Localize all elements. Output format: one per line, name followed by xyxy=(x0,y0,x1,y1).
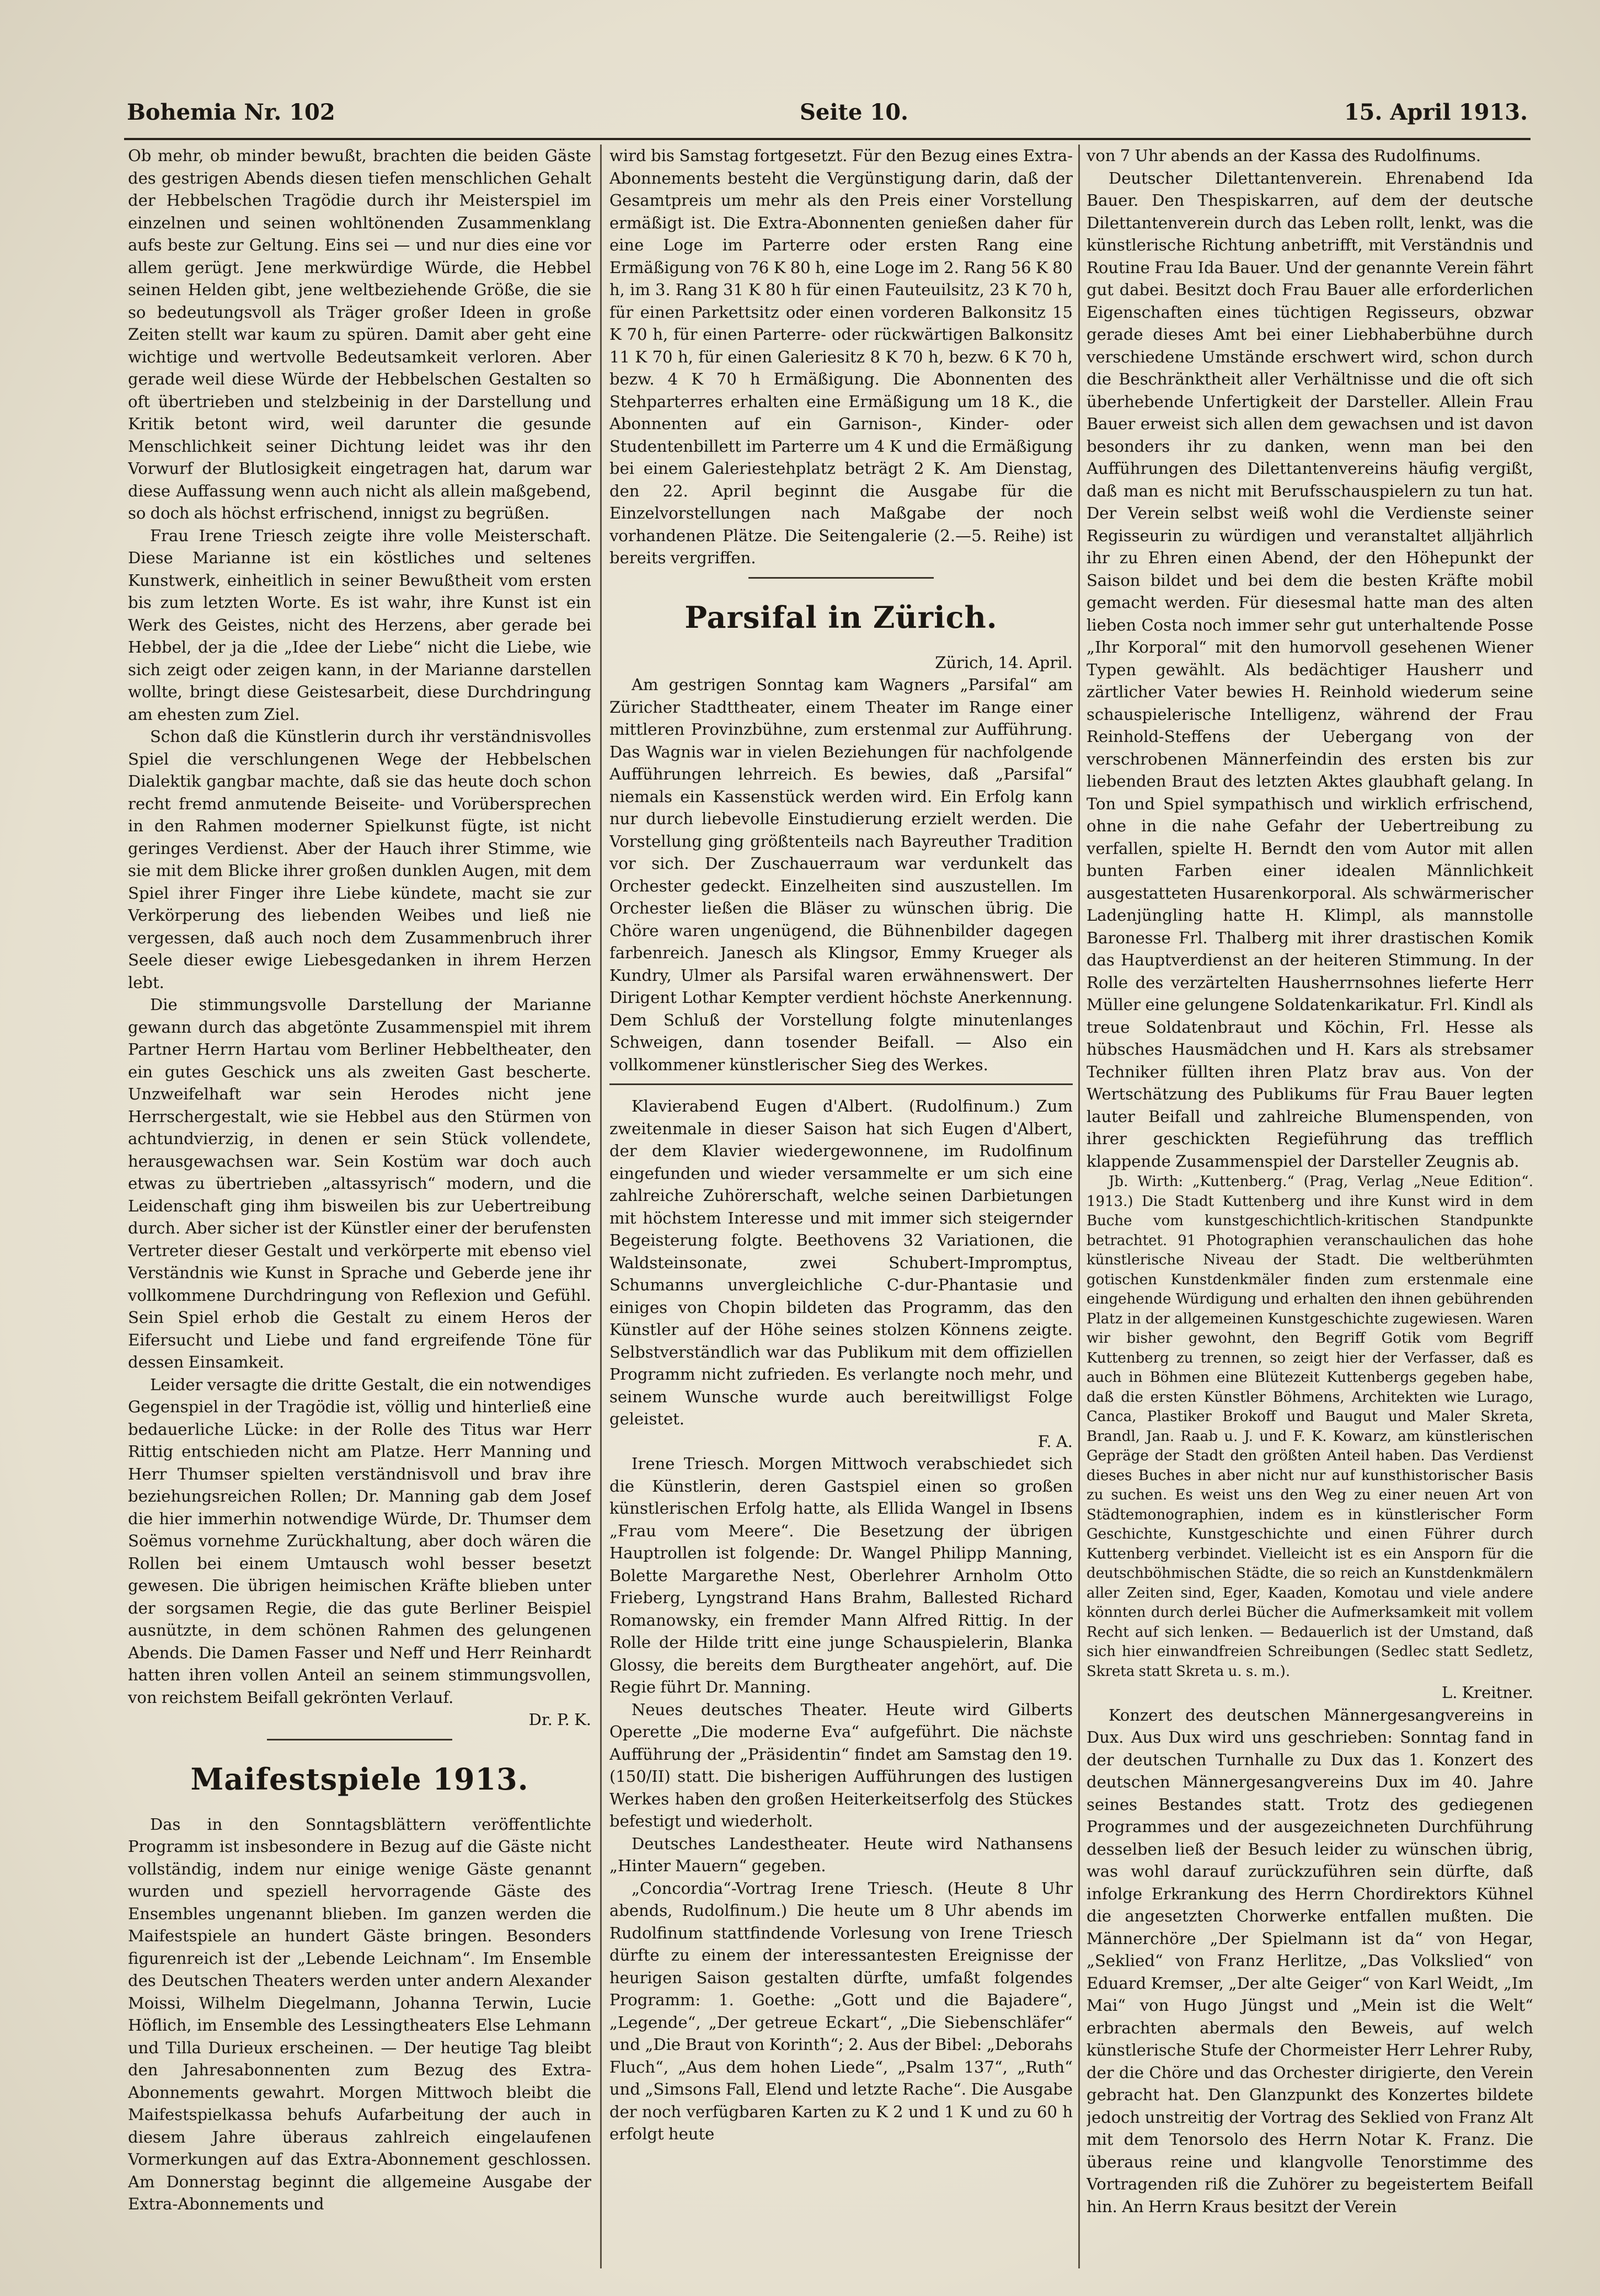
paragraph: Am gestrigen Sonntag kam Wagners „Parsifal“ am Züricher Stadttheater, einem Theater im Range einer mittleren Provinzbühne, zum erstenmal zur Aufführung. Das Wagnis war in vielen Beziehungen für nachfolgende Aufführungen lehrreich. Es bewies, daß „Parsifal“ niemals ein Kassenstück werden wird. Ein Erfolg kann nur durch liebevolle Einstudierung erzielt werden. Die Vorstellung ging größtenteils nach Bayreuther Tradition vor sich. Der Zuschauerraum war verdunkelt das Orchester gedeckt. Einzelheiten sind auszustellen. Im Orchester ließen die Bläser zu wünschen übrig. Die Chöre waren ungenügend, die Bühnenbilder dagegen farbenreich. Janesch als Klingsor, Emmy Krueger als Kundry, Ulmer als Parsifal waren erwähnenswert. Der Dirigent Lothar Kempter verdient höchste Anerkennung. Dem Schluß der Vorstellung folgte minutenlanges Schweigen, dann tosender Beifall. — Also ein vollkommener künstlerischer Sieg des Werkes. xyxy=(609,675,1073,1074)
section-heading: Parsifal in Zürich. xyxy=(684,599,998,635)
book-review: Jb. Wirth: „Kuttenberg.“ (Prag, Verlag „Neue Edition“. 1913.) Die Stadt Kuttenberg und ihre Kunst wird in dem Buche vom kunstgeschichtlich-kritischen Standpunkte betrachtet. 91 Photographien veranschaulichen das hohe künstlerische Niveau der Stadt. Die weltberühmten gotischen Kunstdenkmäler finden zum erstenmale eine eingehende Würdigung und erhalten den ihnen gebührenden Platz in der allgemeinen Kunstgeschichte zugewiesen. Waren wir bisher gewohnt, den Begriff Gotik vom Begriff Kuttenberg zu trennen, so zeigt hier der Verfasser, daß es auch in Böhmen eine Blütezeit Kuttenbergs gegeben habe, daß die ersten Künstler Böhmens, Architekten wie Lurago, Canca, Plastiker Brokoff und Baugut und Maler Skreta, Brandl, Jan. Raab u. J. und F. K. Kowarz, am künstlerischen Gepräge der Stadt den größten Anteil haben. Das Verdienst dieses Buches in aber nicht nur auf kunsthistorischer Basis zu suchen. Es weist uns den Weg zu einer neuen Art von Städtemonographien, indem es in künstlerischer Form Geschichte, Kunstgeschichte und einen Führer durch Kuttenberg verbindet. Vielleicht ist es ein Ansporn für die deutschböhmischen Städte, die so reich an Kunstdenkmälern aller Zeiten sind, Eger, Kaaden, Komotau und viele andere könnten durch derlei Bücher die Aufmerksamkeit mit vollem Recht auf sich lenken. — Bedauerlich ist der Umstand, daß sich hier einwandfreien Schreibungen (Sedlec statt Sedletz, Skreta statt Skreta u. s. m.). xyxy=(1087,1173,1533,1680)
section-heading: Maifestspiele 1913. xyxy=(190,1761,529,1797)
column-2 xyxy=(609,145,1073,2268)
page-header xyxy=(127,99,1528,138)
paragraph: Schon daß die Künstlerin durch ihr verständnisvolles Spiel die verschlungenen Wege der Hebbelschen Dialektik gangbar machte, daß sie das heute doch schon recht fremd anmutende Beiseite- und Vorübersprechen in den Rahmen moderner Spielkunst fügte, ist nicht geringes Verdienst. Aber der Hauch ihrer Stimme, wie sie mit dem Blicke ihrer großen dunklen Augen, mit dem Spiel ihrer Finger ihre Liebe kündete, macht sie zur Verkörperung des liebenden Weibes und ließ nie vergessen, daß auch noch dem Zusammenbruch ihrer Seele dieser ewige Liebesgedanken in ihrem Herzen lebt. xyxy=(128,727,591,992)
page-number: Seite 10. xyxy=(800,99,908,125)
column-divider xyxy=(1078,145,1080,2268)
column-1 xyxy=(128,145,591,2268)
column-3 xyxy=(1087,145,1533,2268)
issue-date: 15. April 1913. xyxy=(1344,99,1528,125)
paragraph: Leider versagte die dritte Gestalt, die ein notwendiges Gegenspiel in der Tragödie ist, völlig und hinterließ eine bedauerliche Lücke: in der Rolle des Titus war Herr Rittig entschieden nicht am Platze. Herr Manning und Herr Thumser spielten verständnisvoll und brav ihre beziehungsreichen Rollen; Dr. Manning gab dem Josef die hier immerhin notwendige Würde, Dr. Thumser dem Soëmus vornehme Zurückhaltung, aber doch wären die Rollen bei einem Umtausch wohl besser besetzt gewesen. Die übrigen heimischen Kräfte blieben unter der sorgsamen Regie, die das gute Berliner Beispiel ausnützte, in dem schönen Rahmen des gelungenen Abends. Die Damen Fasser und Neff und Herr Reinhardt hatten ihren vollen Anteil an seinem stimmungsvollen, von reichstem Beifall gekrönten Verlauf. xyxy=(128,1375,591,1707)
paper-name: Bohemia Nr. 102 xyxy=(127,99,335,125)
column-divider xyxy=(600,145,602,2268)
paragraph: Die stimmungsvolle Darstellung der Marianne gewann durch das abgetönte Zusammenspiel mit ihrem Partner Herrn Hartau vom Berliner Hebbeltheater, den ein gutes Geschick uns als zweiten Gast bescherte. Unzweifelhaft war sein Herodes nicht jene Herrschergestalt, wie sie Hebbel aus den Stürmen von achtundvierzig, in denen er sein Stück vollendete, herausgewachsen war. Sein Kostüm war doch auch etwas zu übertrieben „altassyrisch“ modern, und die Leidenschaft ging ihm bisweilen bis zur Uebertreibung durch. Aber sicher ist der Künstler einer der berufensten Vertreter dieser Gestalt und verkörperte mit ebenso viel Verständnis wie Kunst in Sprache und Geberde jene ihr vollkommene Durchdringung von Reflexion und Gefühl. Sein Spiel erhob die Gestalt zu einem Heros der Eifersucht und Liebe und fand ergreifende Töne für dessen Einsamkeit. xyxy=(128,995,591,1371)
section-rule xyxy=(267,1739,452,1740)
paragraph: Neues deutsches Theater. Heute wird Gilberts Operette „Die moderne Eva“ aufgeführt. Die nächste Aufführung der „Präsidentin“ findet am Samstag den 19. (150/II) statt. Die bisherigen Aufführungen des lustigen Werkes haben den großen Heiterkeitserfolg des Stückes befestigt und wiederholt. xyxy=(609,1700,1073,1830)
paragraph: Deutscher Dilettantenverein. Ehrenabend Ida Bauer. Den Thespiskarren, auf dem der deutsche Dilettantenverein durch das Leben rollt, lenkt, was die künstlerische Richtung anbetrifft, mit Verständnis und Routine Frau Ida Bauer. Und der genannte Verein fährt gut dabei. Besitzt doch Frau Bauer alle erforderlichen Eigenschaften eines tüchtigen Regisseurs, obzwar gerade dieses Amt bei einer Liebhaberbühne durch verschiedene Umstände erschwert wird, schon durch die Beschränktheit aller Verhältnisse und die oft sich überhebende Unfertigkeit der Darsteller. Allein Frau Bauer erweist sich allen dem gewachsen und ist davon besonders ihr zu danken, wenn man bei den Aufführungen des Dilettantenvereins häufig vergißt, daß man es nicht mit Berufsschauspielern zu tun hat. Der Verein selbst weiß wohl die Verdienste seiner Regisseurin zu würdigen und veranstaltet alljährlich ihr zu Ehren einen Abend, der den Höhepunkt der Saison bildet und bei dem die besten Kräfte mobil gemacht werden. Für diesesmal hatte man des alten lieben Costa noch immer sehr gut unterhaltende Posse „Ihr Korporal“ mit den humorvoll gesehenen Wiener Typen gewählt. Als bedächtiger Hausherr und zärtlicher Vater bewies H. Reinhold wiederum seine schauspielerische Intelligenz, während der Frau Reinhold-Steffens der Uebergang von der verschrobenen Männerfeindin des ersten bis zur liebenden Braut des letzten Aktes glaubhaft gelang. In Ton und Spiel sympathisch und wirklich erfrischend, ohne in die nahe Gefahr der Uebertreibung zu verfallen, spielte H. Berndt den vom Autor mit allen bunten Farben einer idealen Männlichkeit ausgestatteten Husarenkorporal. Als schwärmerischer Ladenjüngling hatte H. Klimpl, als mannstolle Baronesse Frl. Thalberg mit ihrer drastischen Komik das Hauptverdienst an der heiteren Stimmung. In der Rolle des verzärtelten Hausherrnsohnes lieferte Herr Müller eine gelungene Soldatenkarikatur. Frl. Kindl als treue Soldatenbraut und Köchin, Frl. Hesse als hübsches Hausmädchen und H. Kars als strebsamer Techniker füllten ihren Platz brav aus. Von der Wertschätzung des Publikums für Frau Bauer legten lauter Beifall und zahlreiche Blumenspenden, von ihrer geschickten Regieführung das trefflich klappende Zusammenspiel der Darsteller Zeugnis ab. xyxy=(1087,168,1533,1171)
paragraph: Irene Triesch. Morgen Mittwoch verabschiedet sich die Künstlerin, deren Gastspiel einen so großen künstlerischen Erfolg hatte, als Ellida Wangel in Ibsens „Frau vom Meere“. Die Besetzung der übrigen Hauptrollen ist folgende: Dr. Wangel Philipp Manning, Bolette Margarethe Nest, Oberlehrer Arnholm Otto Frieberg, Lyngstrand Hans Brahm, Ballested Richard Romanowsky, ein fremder Mann Alfred Rittig. In der Rolle der Hilde tritt eine junge Schauspielerin, Blanka Glossy, die bereits dem Burgtheater angehört, auf. Die Regie führt Dr. Manning. xyxy=(609,1454,1073,1696)
paragraph: Das in den Sonntagsblättern veröffentlichte Programm ist insbesondere in Bezug auf die Gäste nicht vollständig, indem nur einige wenige Gäste genannt wurden und speziell hervorragende Gäste des Ensembles ungenannt blieben. Im ganzen werden die Maifestspiele an hundert Gäste bringen. Besonders figurenreich ist der „Lebende Leichnam“. Im Ensemble des Deutschen Theaters werden unter andern Alexander Moissi, Wilhelm Diegelmann, Johanna Terwin, Lucie Höflich, im Ensemble des Lessingtheaters Else Lehmann und Tilla Durieux erscheinen. — Der heutige Tag bleibt den Jahresabonnenten zum Bezug des Extra-Abonnements gewahrt. Morgen Mittwoch bleibt die Maifestspielkassa behufs Aufarbeitung der auch in diesem Jahre überaus zahlreich eingelaufenen Vormerkungen auf das Extra-Abonnement geschlossen. Am Donnerstag beginnt die allgemeine Ausgabe der Extra-Abonnements und xyxy=(128,1814,591,2213)
paragraph: „Concordia“-Vortrag Irene Triesch. (Heute 8 Uhr abends, Rudolfinum.) Die heute um 8 Uhr abends im Rudolfinum stattfindende Vorlesung von Irene Triesch dürfte zu einem der interessantesten Ereignisse der heurigen Saison gestalten dürfte, umfaßt folgendes Programm: 1. Goethe: „Gott und die Bajadere“, „Legende“, „Der getreue Eckart“, „Die Siebenschläfer“ und „Die Braut von Korinth“; 2. Aus der Bibel: „Deborahs Fluch“, „Aus dem hohen Liede“, „Psalm 137“, „Ruth“ und „Simsons Fall, Elend und letzte Rache“. Die Ausgabe der noch verfügbaren Karten zu K 2 und 1 K und zu 60 h erfolgt heute xyxy=(609,1878,1073,2143)
paragraph: Konzert des deutschen Männergesangvereins in Dux. Aus Dux wird uns geschrieben: Sonntag fand in der deutschen Turnhalle zu Dux das 1. Konzert des deutschen Männergesangvereins Dux im 40. Jahre seines Bestandes statt. Trotz des gediegenen Programmes und der ausgezeichneten Durchführung desselben ließ der Besuch leider zu wünschen übrig, was wohl darauf zurückzuführen sein dürfte, daß infolge Erkrankung des Herrn Chordirektors Kühnel die angesetzten Chorwerke entfallen mußten. Die Männerchöre „Der Spielmann ist da“ von Hegar, „Seklied“ von Franz Herlitze, „Das Volkslied“ von Eduard Kremser, „Der alte Geiger“ von Karl Weidt, „Im Mai“ von Hugo Jüngst und „Mein ist die Welt“ erbrachten abermals den Beweis, auf welch künstlerische Stufe der Chormeister Herr Lehrer Ruby, der die Chöre und das Orchester dirigierte, den Verein gebracht hat. Den Glanzpunkt des Konzertes bildete jedoch unstreitig der Vortrag des Seklied von Franz Alt mit dem Tenorsolo des Herrn Notar K. Franz. Die überaus reine und klangvolle Tenorstimme des Vortragenden riß die Zuhörer zu begeistertem Beifall hin. An Herrn Kraus besitzt der Verein xyxy=(1087,1705,1533,2216)
paragraph: wird bis Samstag fortgesetzt. Für den Bezug eines Extra-Abonnements besteht die Vergünstigung darin, daß der Gesamtpreis um mehr als den Preis einer Vorstellung ermäßigt ist. Die Extra-Abonnenten genießen daher für eine Loge im Parterre oder ersten Rang eine Ermäßigung von 76 K 80 h, eine Loge im 2. Rang 56 K 80 h, im 3. Rang 31 K 80 h für einen Fauteuilsitz, 23 K 70 h, für einen Parkettsitz oder einen vorderen Balkonsitz 15 K 70 h, für einen Parterre- oder rückwärtigen Balkonsitz 11 K 70 h, für einen Galeriesitz 8 K 70 h, bezw. 6 K 70 h, bezw. 4 K 70 h Ermäßigung. Die Abonnenten des Stehparterres erhalten eine Ermäßigung um 18 K., die Abonnenten auf ein Garnison-, Kinder- oder Studentenbillett im Parterre um 4 K und die Ermäßigung bei einem Galeriestehplatz beträgt 2 K. Am Dienstag, den 22. April beginnt die Ausgabe für die Einzelvorstellungen nach Maßgabe der noch vorhandenen Plätze. Die Seitengalerie (2.—5. Reihe) ist bereits vergriffen. xyxy=(609,146,1073,567)
paragraph: von 7 Uhr abends an der Kassa des Rudolfinums. xyxy=(1087,146,1481,165)
signature: L. Kreitner. xyxy=(1441,1683,1533,1702)
signature: F. A. xyxy=(1037,1432,1073,1451)
signature: Dr. P. K. xyxy=(528,1710,591,1729)
section-rule xyxy=(609,1083,1073,1085)
header-rule xyxy=(124,138,1531,140)
paragraph: Ob mehr, ob minder bewußt, brachten die beiden Gäste des gestrigen Abends diesen tiefen menschlichen Gehalt der Hebbelschen Tragödie durch ihr Meisterspiel im einzelnen und seinen wohltönenden Zusammenklang aufs beste zur Geltung. Eins sei — und nur dies eine vor allem gerügt. Jene merkwürdige Würde, die Hebbel seinen Helden gibt, jene weltbeziehende Größe, die sie so bedeutungsvoll als Träger großer Ideen in große Zeiten stellt war kaum zu spüren. Damit aber geht eine wichtige und wertvolle Bedeutsamkeit verloren. Aber gerade weil diese Würde der Hebbelschen Gestalten so oft übertrieben und stelzbeinig in der Darstellung und Kritik betont wird, weil darunter die gesunde Menschlichkeit seiner Dichtung leidet was ihr den Vorwurf der Blutlosigkeit eingetragen hat, darum war diese Auffassung wenn auch nicht als allein maßgebend, so doch als höchst erfrischend, innigst zu begrüßen. xyxy=(128,146,591,522)
paragraph: Klavierabend Eugen d'Albert. (Rudolfinum.) Zum zweitenmale in dieser Saison hat sich Eugen d'Albert, der dem Klavier wiedergewonnene, im Rudolfinum eingefunden und wieder versammelte er um sich eine zahlreiche Zuhörerschaft, welche seinen Darbietungen mit höchstem Interesse und mit immer sich steigernder Begeisterung folgte. Beethovens 32 Variationen, die Waldsteinsonate, zwei Schubert-Impromptus, Schumanns unvergleichliche C-dur-Phantasie und einiges von Chopin bildeten das Programm, das den Künstler auf der Höhe seines stolzen Könnens zeigte. Selbstverständlich war das Publikum mit dem offiziellen Programm nicht zufrieden. Es verlangte noch mehr, und seinem Wunsche wurde auch bereitwilligst Folge geleistet. xyxy=(609,1097,1073,1428)
dateline: Zürich, 14. April. xyxy=(935,653,1073,672)
paragraph: Frau Irene Triesch zeigte ihre volle Meisterschaft. Diese Marianne ist ein köstliches und seltenes Kunstwerk, einheitlich in seiner Bewußtheit vom ersten bis zum letzten Worte. Es ist wahr, ihre Kunst ist ein Werk des Geistes, nicht des Herzens, aber gerade bei Hebbel, der ja die „Idee der Liebe“ nicht die Liebe, wie sich zeigt oder zeigen kann, in der Marianne darstellen wollte, bringt diese Geistesarbeit, diese Durchdringung am ehesten zum Ziel. xyxy=(128,526,591,724)
section-rule xyxy=(748,577,934,579)
paragraph: Deutsches Landestheater. Heute wird Nathansens „Hinter Mauern“ gegeben. xyxy=(609,1834,1073,1875)
